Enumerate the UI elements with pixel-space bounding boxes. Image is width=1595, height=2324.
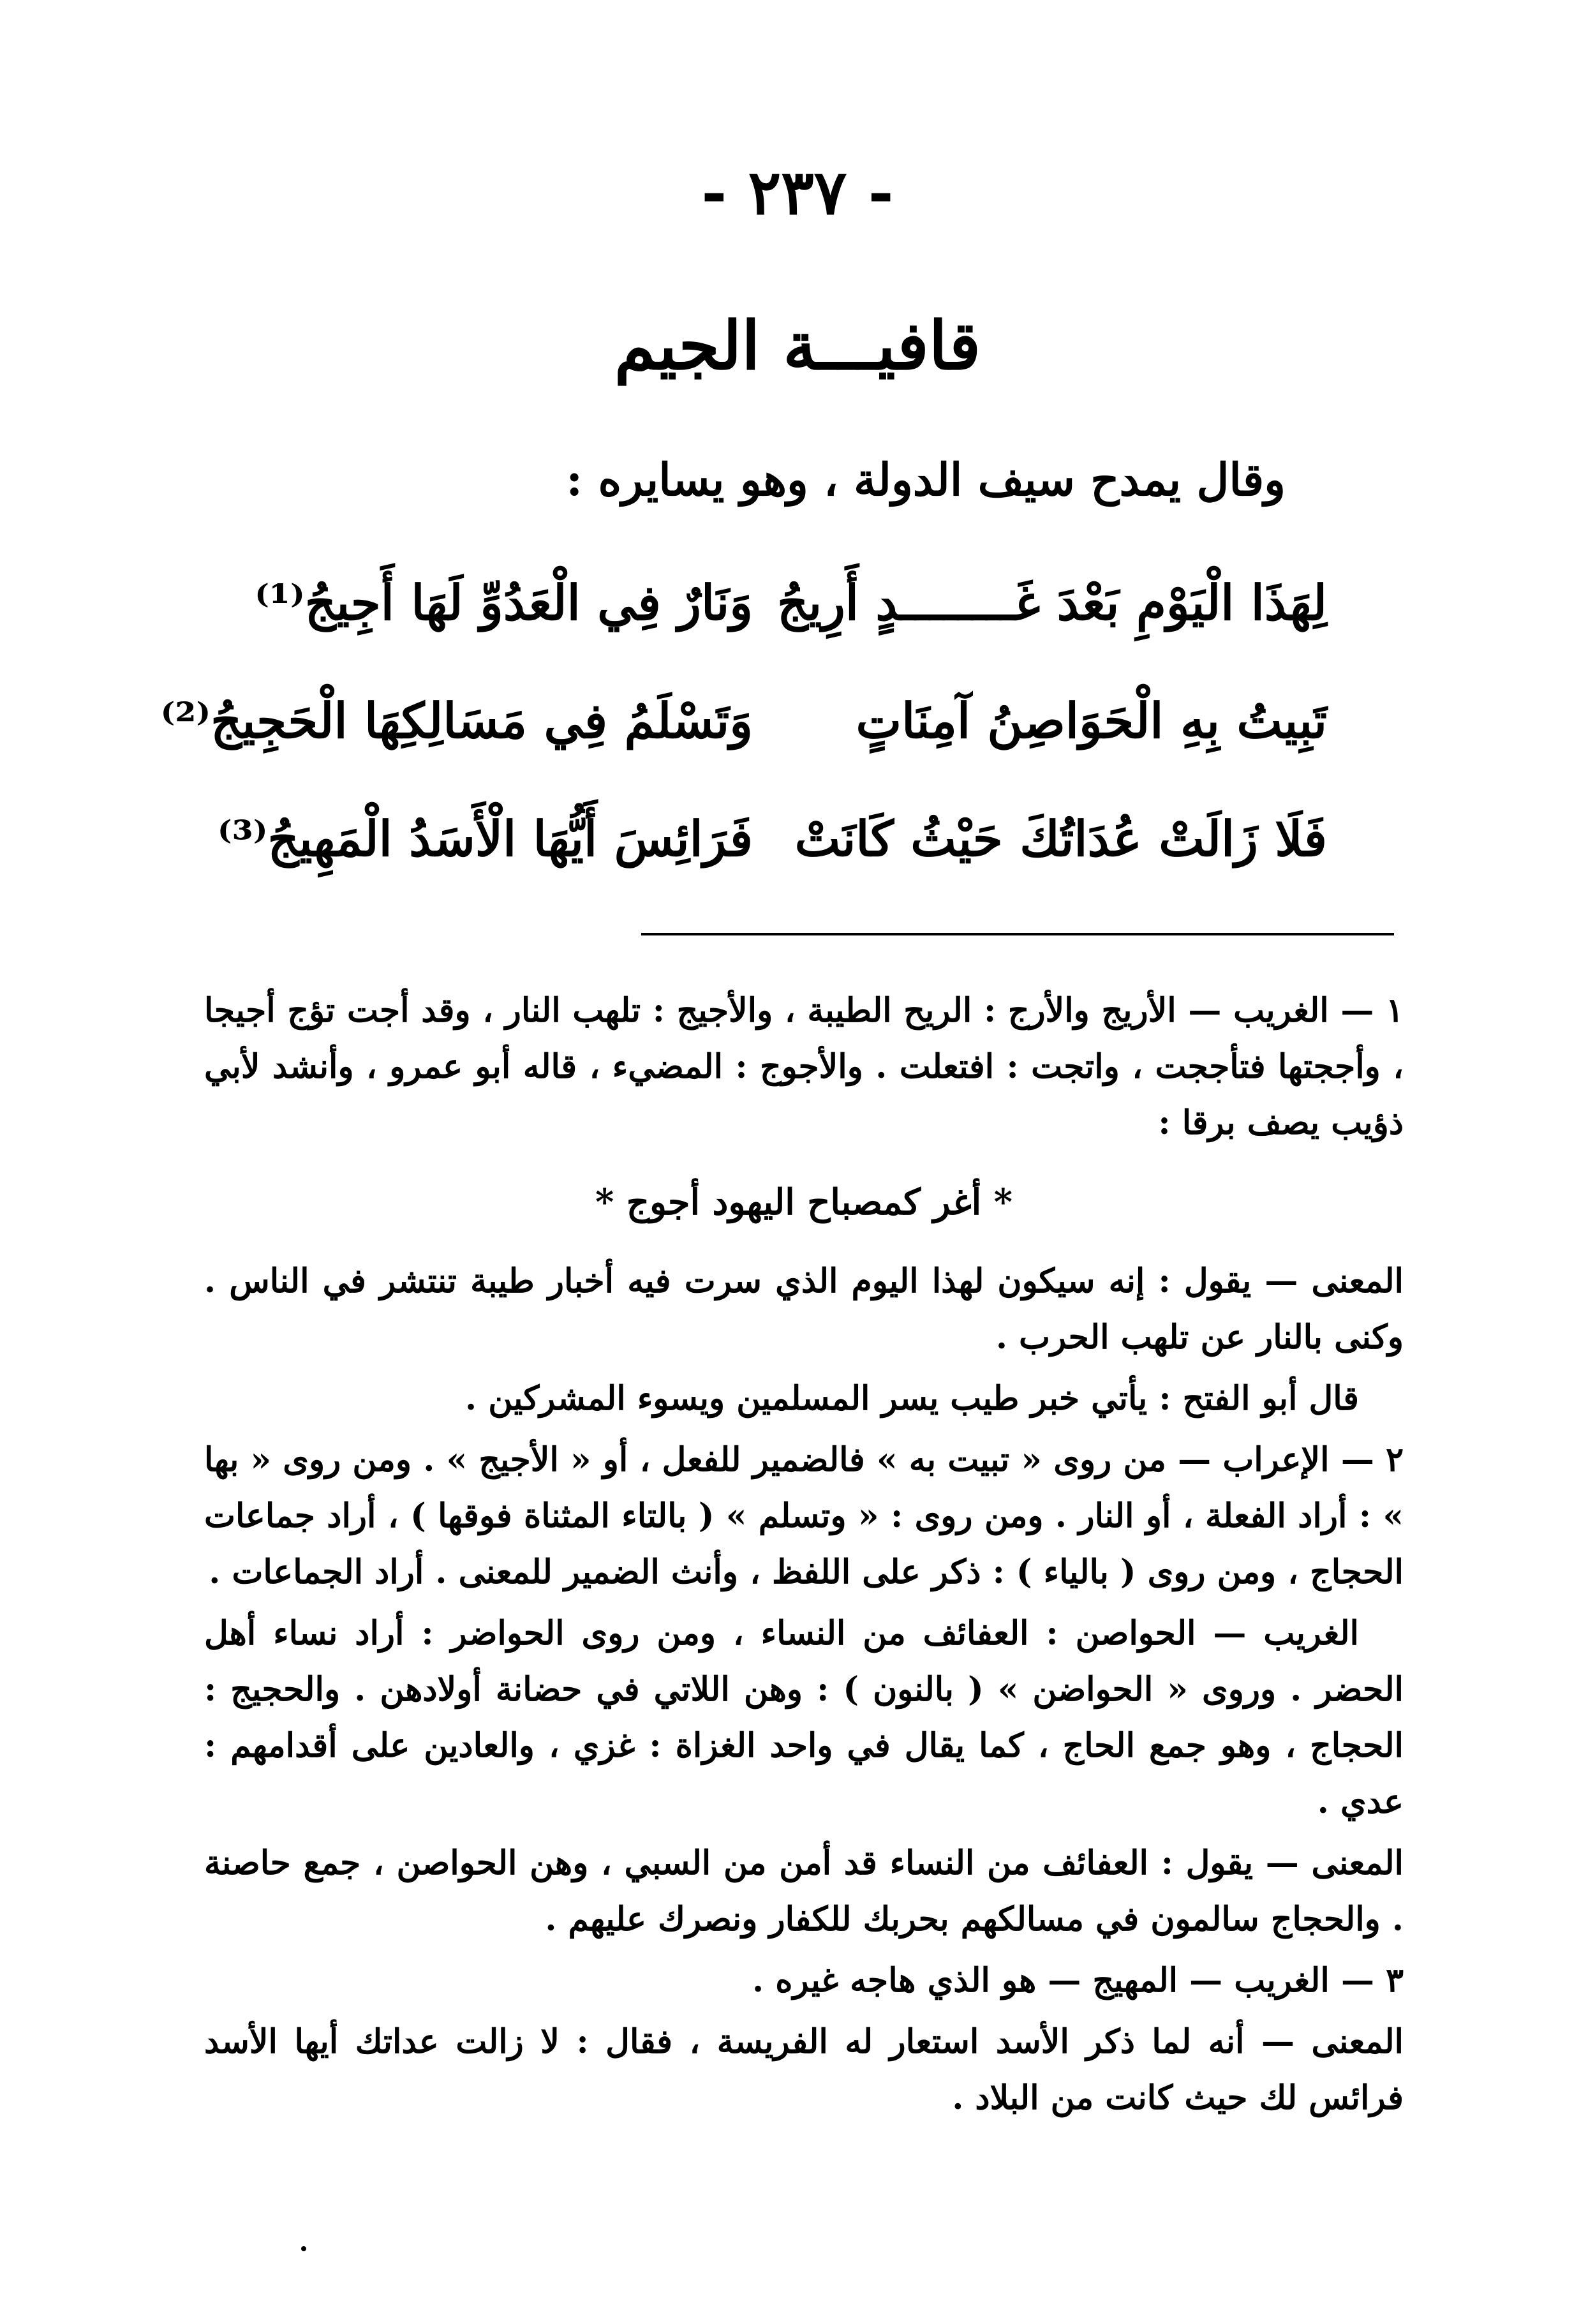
verse-1-first-hemistich: لِهَذَا الْيَوْمِ بَعْدَ غَــــــــدٍ أَرِيجُ xyxy=(776,574,1327,631)
verse-2-first-hemistich: تَبِيتُ بِهِ الْحَوَاصِنُ آمِنَاتٍ xyxy=(856,692,1327,749)
verse-1 xyxy=(191,574,1327,670)
note-3-gharib: ٣ — الغريب — المهيج — هو الذي هاجه غيره . xyxy=(752,1961,1404,2000)
poem-intro: وقال يمدح سيف الدولة ، وهو يسايره : xyxy=(566,453,1286,506)
verse-3 xyxy=(191,810,1327,906)
note-3-maana: المعنى — أنه لما ذكر الأسد استعار له الفريسة ، فقال : لا زالت عداتك أيها الأسد فرائس لك حيث كانت من البلاد . xyxy=(204,2022,1404,2117)
note-2-iraab: ٢ — الإعراب — من روى « تبيت به » فالضمير للفعل ، أو « الأجيج » . ومن روى « بها » : أراد الفعلة ، أو النار . ومن روى : « وتسلم » ( بالتاء المثناة فوقها ) ، أراد جماعات الحجاج ، ومن روى ( بالياء ) : ذكر على اللفظ ، وأنث الضمير للمعنى . أراد الجماعات . xyxy=(204,1440,1404,1591)
chapter-title: قافيـــة الجيم xyxy=(614,306,981,385)
verse-3-second-hemistich: فَرَائِسَ أَيُّهَا الْأَسَدُ الْمَهِيجُ⁽³⁾ xyxy=(217,810,753,867)
verse-2-second-hemistich: وَتَسْلَمُ فِي مَسَالِكِهَا الْحَجِيجُ⁽²⁾ xyxy=(160,692,753,749)
note-1-maana: المعنى — يقول : إنه سيكون لهذا اليوم الذي سرت فيه أخبار طيبة تنتشر في الناس . وكنى بالنار عن تلهب الحرب . xyxy=(204,1262,1404,1357)
note-1-abulfath: قال أبو الفتح : يأتي خبر طيب يسر المسلمين ويسوء المشركين . xyxy=(465,1379,1359,1418)
verse-3-first-hemistich: فَلَا زَالَتْ عُدَاتُكَ حَيْثُ كَانَتْ xyxy=(794,810,1327,867)
footnote-separator xyxy=(641,933,1394,935)
page-speck xyxy=(301,2246,306,2251)
note-2-maana: المعنى — يقول : العفائف من النساء قد أمن من السبي ، وهن الحواصن ، جمع حاصنة . والحجاج سالمون في مسالكهم بحربك للكفار ونصرك عليهم . xyxy=(204,1844,1404,1939)
verse-2 xyxy=(160,692,1327,788)
note-1-quote: * أغر كمصباح اليهود أجوج * xyxy=(595,1181,1013,1223)
footnotes xyxy=(204,983,1404,2131)
page-number: - ٢٣٧ - xyxy=(701,156,894,228)
verse-1-second-hemistich: وَنَارٌ فِي الْعَدُوِّ لَهَا أَجِيجُ⁽¹⁾ xyxy=(255,574,753,631)
note-2-gharib: الغريب — الحواصن : العفائف من النساء ، ومن روى الحواضر : أراد نساء أهل الحضر . وروى « الحواضن » ( بالنون ) : وهن اللاتي في حضانة أولادهن . والحجيج : الحجاج ، وهو جمع الحاج ، كما يقال في واحد الغزاة : غزي ، والعادين على أقدامهم : عدي . xyxy=(204,1614,1404,1821)
note-1-gharib: ١ — الغريب — الأريج والأرج : الريح الطيبة ، والأجيج : تلهب النار ، وقد أجت تؤج أجيجا ، وأججتها فتأججت ، واتجت : افتعلت . والأجوج : المضيء ، قاله أبو عمرو ، وأنشد لأبي ذؤيب يصف برقا : xyxy=(204,991,1404,1142)
